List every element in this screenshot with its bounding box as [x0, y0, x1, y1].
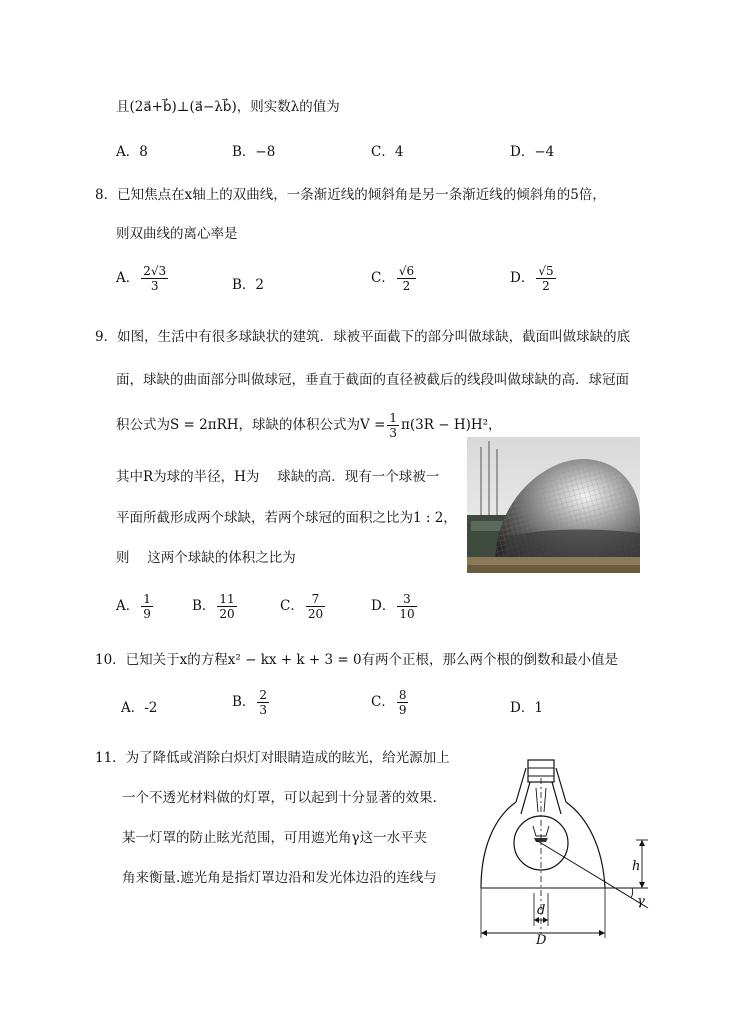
- q9-line-4: 其中R为球的半径，H为 球缺的高．现有一个球被一: [116, 469, 440, 485]
- q10-option-d: D．1: [510, 700, 543, 716]
- q9-volume-fraction-den: 3: [389, 426, 398, 440]
- label-h: h: [632, 859, 641, 874]
- q9-option-a: [116, 592, 155, 621]
- q9-option-c-num: 7: [306, 592, 325, 607]
- q8-option-c: [371, 264, 418, 293]
- q10-option-c-label: C．: [371, 694, 395, 710]
- q9-line-1: 9．如图，生活中有很多球缺状的建筑．球被平面截下的部分叫做球缺，截面叫做球缺的底: [95, 329, 631, 345]
- q9-option-a-fraction: [141, 592, 153, 621]
- q9-option-c: [280, 592, 327, 621]
- q9-line-5: 平面所截形成两个球缺，若两个球冠的面积之比为1 : 2，: [116, 510, 457, 526]
- q10-option-b-num: 2: [259, 688, 268, 702]
- q9-option-c-label: C．: [280, 598, 304, 614]
- q8-option-a-num: 2√3: [143, 264, 167, 278]
- label-d: d: [537, 903, 546, 918]
- q8-option-a: [116, 264, 170, 293]
- q9-option-a-den: 9: [143, 607, 151, 621]
- q8-option-d: [510, 264, 558, 293]
- q9-line-3: [116, 408, 502, 442]
- q10-line-1: 10．已知关于x的方程x² − kx + k + 3 = 0有两个正根，那么两个根的倒数和最小值是: [95, 652, 619, 668]
- q9-option-b-den: 20: [219, 607, 235, 621]
- q8-option-d-label: D．: [510, 270, 535, 286]
- q8-line-2: 则双曲线的离心率是: [116, 226, 238, 242]
- q10-option-b-fraction: [257, 688, 269, 717]
- q11-line-4: 角来衡量.遮光角是指灯罩边沿和发光体边沿的连线与: [122, 870, 437, 886]
- q9-option-b: [192, 592, 239, 621]
- q7-option-b: B．−8: [232, 144, 276, 160]
- q7-continuation: 且(2a⃗+b⃗)⊥(a⃗−λb⃗)，则实数λ的值为: [116, 99, 340, 115]
- q9-option-b-num: 11: [219, 592, 235, 606]
- q10-option-b-label: B．: [232, 694, 256, 710]
- q11-line-1: 11．为了降低或消除白炽灯对眼睛造成的眩光，给光源加上: [95, 750, 450, 766]
- q8-option-c-label: C．: [371, 270, 395, 286]
- q7-option-a: A．8: [116, 144, 148, 160]
- q9-volume-fraction-num: 1: [389, 411, 398, 425]
- lampshade-diagram: [474, 758, 650, 944]
- dome-building-photo: [467, 437, 640, 573]
- q9-option-d-fraction: [397, 592, 416, 621]
- q9-option-b-fraction: [217, 592, 236, 621]
- label-D: D: [536, 933, 547, 944]
- q9-option-c-den: 20: [307, 607, 324, 621]
- q8-option-a-label: A．: [116, 270, 140, 286]
- q9-line-3-start: 积公式为S = 2πRH，球缺的体积公式为V =: [116, 417, 386, 433]
- q9-option-a-num: 1: [143, 592, 151, 606]
- q10-option-a: A．-2: [121, 700, 158, 716]
- q8-line-1: 8．已知焦点在x轴上的双曲线，一条渐近线的倾斜角是另一条渐近线的倾斜角的5倍，: [95, 187, 606, 203]
- q7-option-d: D．−4: [510, 144, 555, 160]
- q11-line-3: 某一灯罩的防止眩光范围，可用遮光角γ这一水平夹: [122, 830, 428, 846]
- q9-option-b-label: B．: [192, 598, 216, 614]
- q9-option-d-den: 10: [399, 607, 415, 621]
- q7-option-c: C．4: [371, 144, 404, 160]
- q8-option-a-den: 3: [150, 279, 159, 293]
- q10-option-c: [371, 688, 410, 717]
- q8-option-b: B．2: [232, 277, 265, 293]
- label-gamma: γ: [637, 894, 645, 909]
- q10-option-c-den: 9: [398, 703, 407, 717]
- q8-option-d-fraction: [536, 264, 555, 293]
- q8-option-c-num: √6: [398, 264, 415, 278]
- q11-line-2: 一个不透光材料做的灯罩，可以起到十分显著的效果.: [122, 790, 437, 806]
- q9-line-2: 面，球缺的曲面部分叫做球冠，垂直于截面的直径被截后的线段叫做球缺的高．球冠面: [116, 372, 629, 388]
- q10-option-c-fraction: [397, 688, 409, 717]
- q10-option-b-den: 3: [259, 703, 268, 717]
- q8-option-c-fraction: [397, 264, 416, 293]
- q9-option-c-fraction: [306, 592, 325, 621]
- q8-option-a-fraction: [141, 264, 168, 293]
- q9-option-d-label: D．: [371, 598, 396, 614]
- q8-option-d-num: √5: [538, 264, 554, 278]
- q9-line-6: 则 这两个球缺的体积之比为: [116, 550, 296, 566]
- q9-line-3-end: π(3R − H)H²，: [401, 417, 502, 433]
- q8-option-d-den: 2: [542, 279, 550, 293]
- q9-option-d-num: 3: [397, 592, 416, 607]
- q8-option-c-den: 2: [402, 279, 411, 293]
- q10-option-b: [232, 688, 271, 717]
- q9-volume-fraction: [387, 411, 399, 440]
- q9-option-a-label: A．: [116, 598, 140, 614]
- q10-option-c-num: 8: [398, 688, 407, 702]
- q9-option-d: [371, 592, 419, 621]
